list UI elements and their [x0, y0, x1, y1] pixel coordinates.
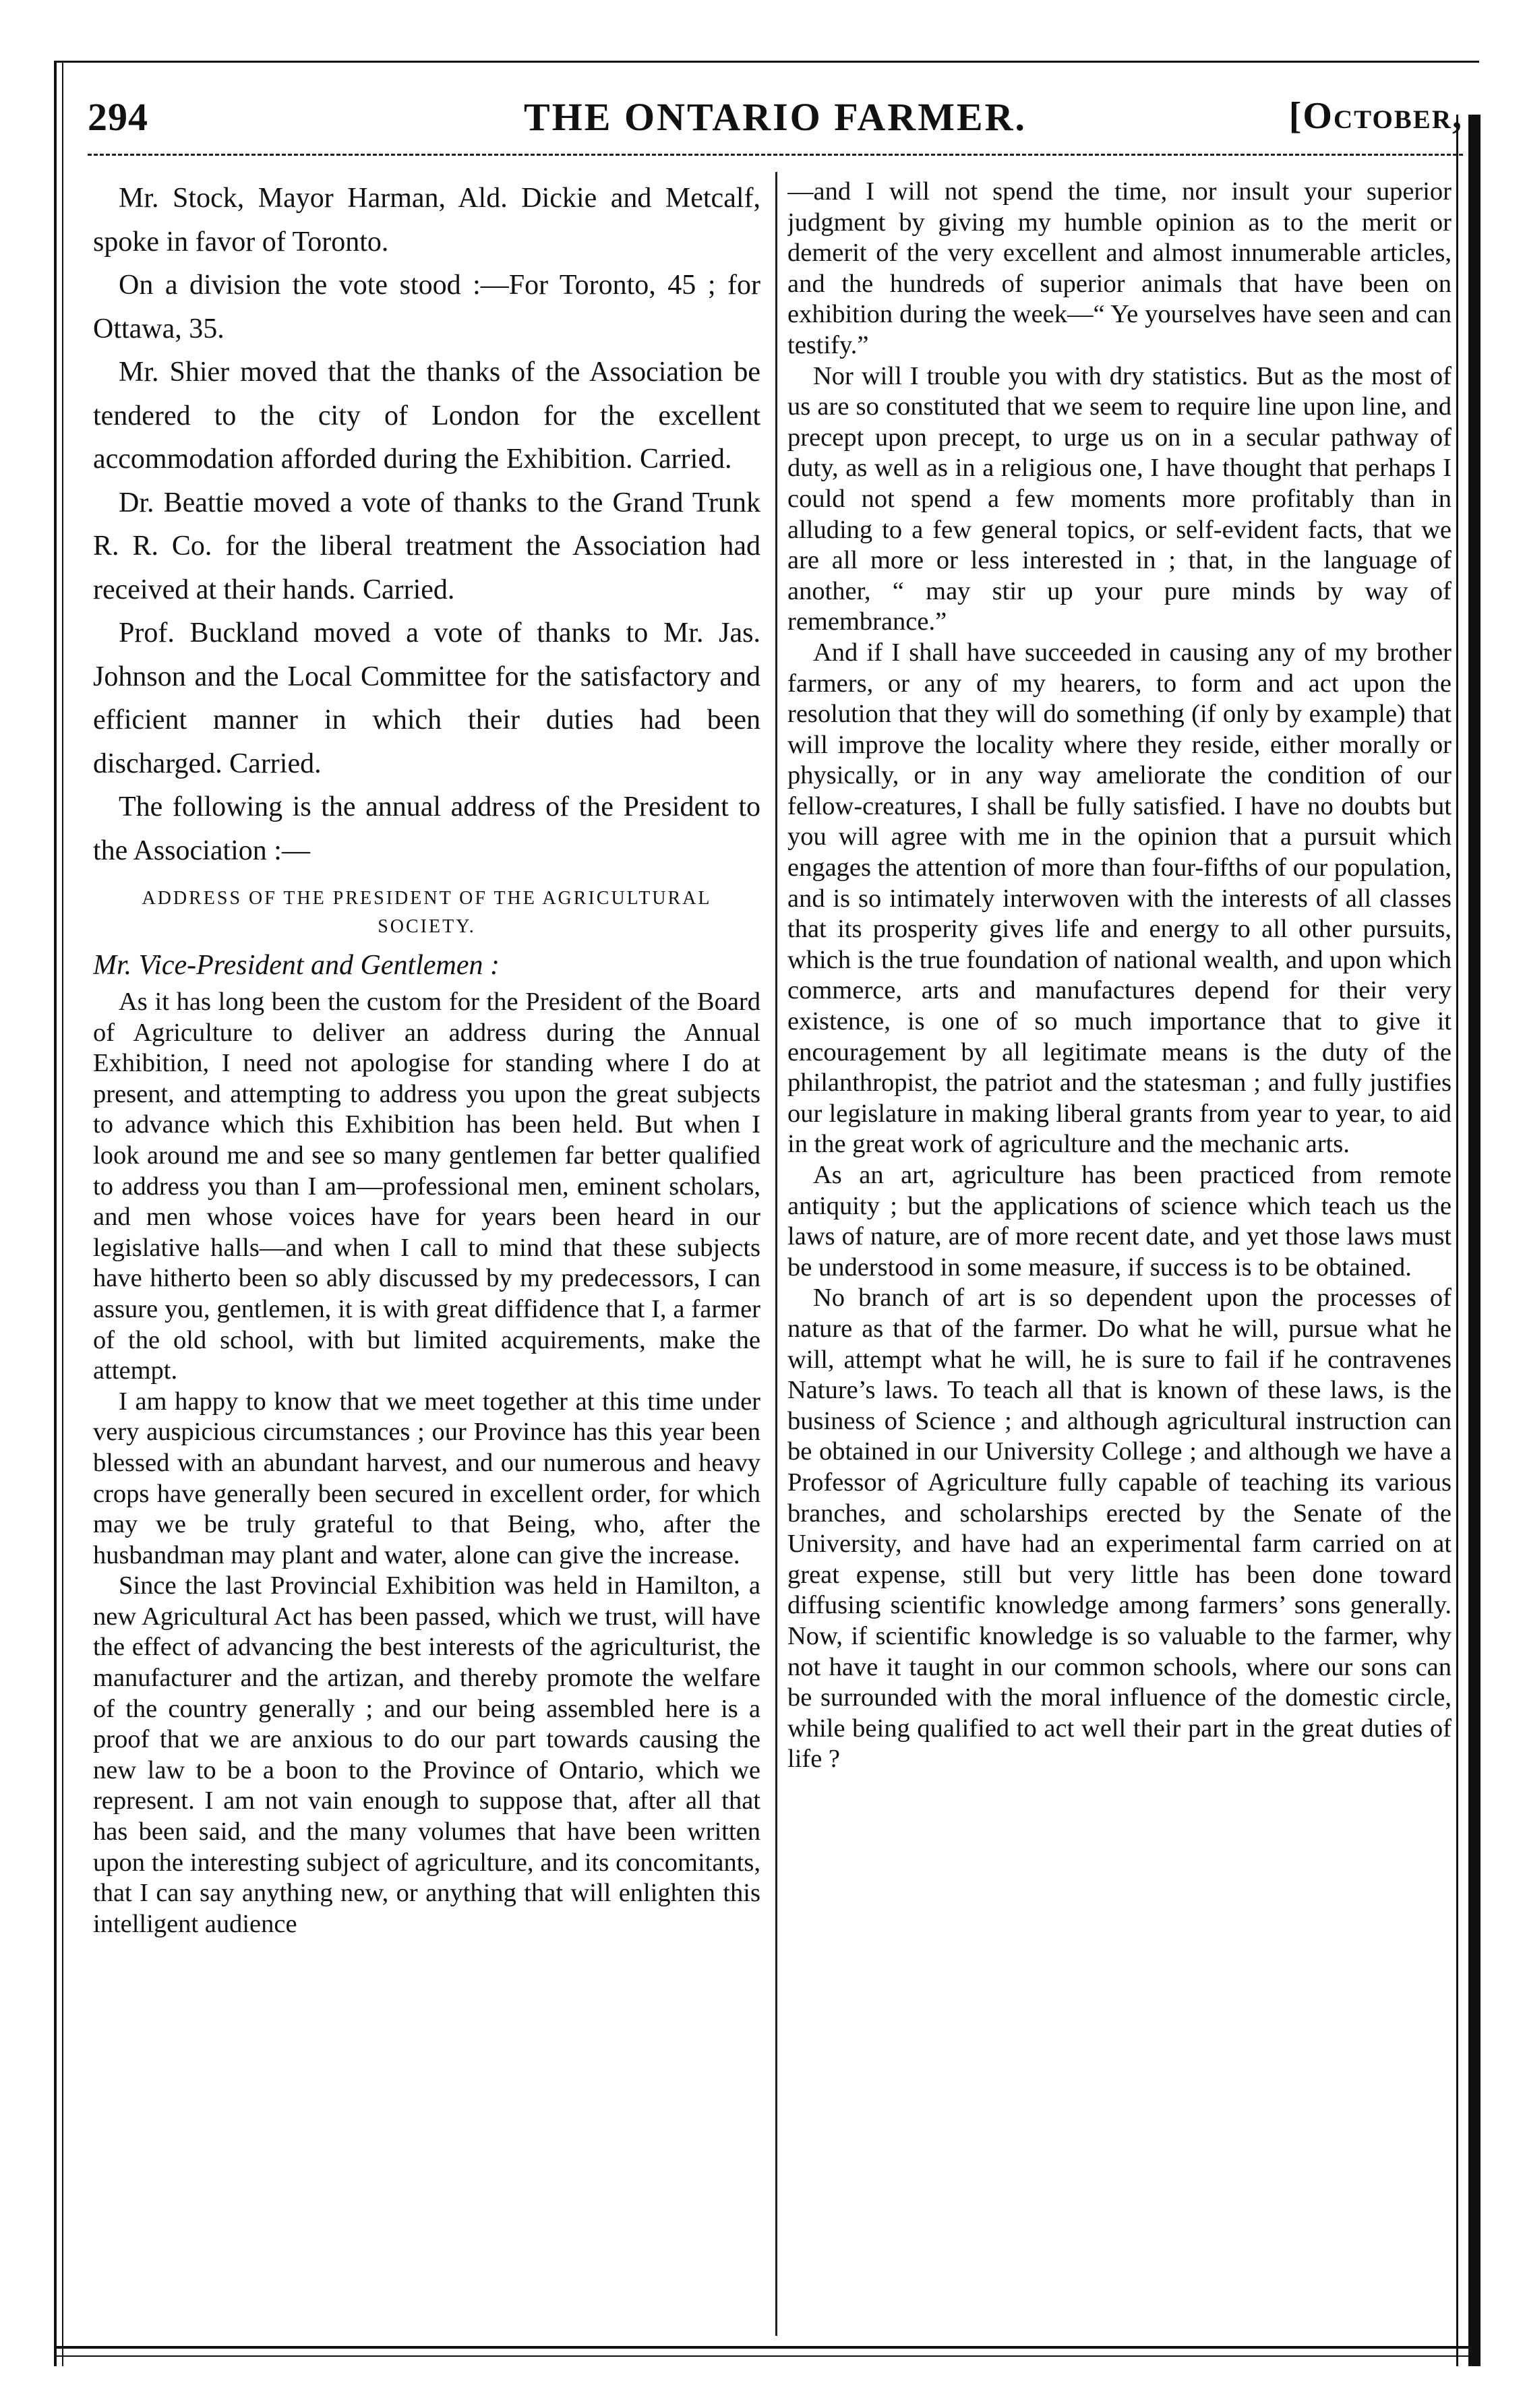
- paragraph: I am happy to know that we meet together at this time under very auspicious circumstances ; our Province has this year been blessed with an abundant harvest, and our numerous and heavy crops have generally been secured in excellent order, for which may we be truly grateful to that Being, who, after the husbandman may plant and water, alone can give the increase.: [93, 1387, 760, 1569]
- paragraph: —and I will not spend the time, nor insult your superior judgment by giving my humble opinion as to the merit or demerit of the very excellent and almost innumerable articles, and the hundreds of superior animals that have been on exhibition during the week—“ Ye yourselves have seen and can testify.”: [787, 177, 1452, 359]
- left-column: [93, 177, 760, 2334]
- right-border: [1468, 115, 1481, 2366]
- paragraph: Nor will I trouble you with dry statistics. But as the most of us are so constituted that we seem to require line upon line, and precept upon precept, to urge us on in a secular pathway of duty, as well as in a religious one, I have thought that perhaps I could not spend a few moments more profitably than in alluding to a few general topics, or self-evident facts, that we are all more or less interested in ; that, in the language of another, “ may stir up your pure minds by way of remembrance.”: [787, 361, 1452, 636]
- page-title: THE ONTARIO FARMER.: [523, 95, 1027, 139]
- paragraph: As an art, agriculture has been practiced from remote antiquity ; but the applications of science which teach us the laws of nature, are of more recent date, and yet those laws must be understood in some measure, if success is to be obtained.: [787, 1161, 1452, 1282]
- left-border: [54, 61, 57, 2366]
- issue-month: [October,: [1288, 95, 1463, 137]
- bottom-border: [57, 2346, 1479, 2349]
- proceedings-text: [93, 177, 760, 872]
- page-header: [88, 94, 1463, 148]
- paragraph: And if I shall have succeeded in causing any of my brother farmers, or any of my hearers, to form and act upon the resolution that they will do something (if only by example) that will improve the locality where they reside, either morally or physically, or in any way ameliorate the condition of our fellow-creatures, I shall be fully satisfied. I have no doubts but you will agree with me in the opinion that a pursuit which engages the attention of more than four-fifths of our population, and is so intimately interwoven with the interests of all classes that its prosperity gives life and energy to all other pursuits, which is the true foundation of national wealth, and upon which commerce, arts and manufactures depend for their very existence, is one of so much importance that to give it encouragement by all legitimate means is the duty of the philanthropist, the patriot and the statesman ; and fully justifies our legislature in making liberal grants from year to year, to aid in the great work of agriculture and the mechanic arts.: [787, 638, 1452, 1159]
- salutation: Mr. Vice-President and Gentlemen :: [93, 950, 500, 981]
- address-text: [93, 987, 760, 1939]
- right-border-inner: [1456, 115, 1458, 2366]
- bottom-border-inner: [57, 2355, 1479, 2357]
- paragraph: Prof. Buckland moved a vote of thanks to Mr. Jas. Johnson and the Local Committee for the satisfactory and efficient manner in which their duties had been discharged. Carried.: [93, 618, 760, 779]
- paragraph: As it has long been the custom for the President of the Board of Agriculture to deliver an address during the Annual Exhibition, I need not apologise for standing where I do at present, and attempting to address you upon the great subjects to advance which this Exhibition has been held. But when I look around me and see so many gentlemen far better qualified to address you than I am—professional men, eminent scholars, and men whose voices have for years been heard in our legislative halls—and when I call to mind that these subjects have hitherto been so ably discussed by my predecessors, I can assure you, gentlemen, it is with great diffidence that I, a farmer of the old school, with but limited acquirements, make the attempt.: [93, 988, 760, 1385]
- paragraph: Dr. Beattie moved a vote of thanks to the Grand Trunk R. R. Co. for the liberal treatment the Association had received at their hands. Carried.: [93, 487, 760, 605]
- section-heading: ADDRESS OF THE PRESIDENT OF THE AGRICULTURAL SOCIETY.: [142, 888, 712, 937]
- paragraph: Since the last Provincial Exhibition was held in Hamilton, a new Agricultural Act has been passed, which we trust, will have the effect of advancing the best interests of the agriculturist, the manufacturer and the artizan, and thereby promote the welfare of the country generally ; and our being assembled here is a proof that we are anxious to do our part towards causing the new law to be a boon to the Province of Ontario, which we represent. I am not vain enough to suppose that, after all that has been said, and the many volumes that have been written upon the interesting subject of agriculture, and its concomitants, that I can say anything new, or anything that will enlighten this intelligent audience: [93, 1571, 760, 1938]
- top-border: [57, 61, 1479, 63]
- paragraph: No branch of art is so dependent upon the processes of nature as that of the farmer. Do what he will, pursue what he will, attempt what he will, he is sure to fail if he contravenes Nature’s laws. To teach all that is known of these laws, is the business of Science ; and although agricultural instruction can be obtained in our University College ; and although we have a Professor of Agriculture fully capable of teaching its various branches, and scholarships erected by the Senate of the University, and have had an experimental farm carried on at great expense, still but very little has been done toward diffusing scientific knowledge among farmers’ sons generally. Now, if scientific knowledge is so valuable to the farmer, why not have it taught in our common schools, where our sons can be surrounded with the moral influence of the domestic circle, while being qualified to act well their part in the great duties of life ?: [787, 1284, 1452, 1774]
- paragraph: Mr. Shier moved that the thanks of the Association be tendered to the city of London for the excellent accommodation afforded during the Exhibition. Carried.: [93, 357, 760, 475]
- paragraph: Mr. Stock, Mayor Harman, Ald. Dickie and Metcalf, spoke in favor of Toronto.: [93, 183, 760, 258]
- paragraph: The following is the annual address of the President to the Association :—: [93, 791, 760, 866]
- paragraph: On a division the vote stood :—For Toronto, 45 ; for Ottawa, 35.: [93, 270, 760, 344]
- column-divider: [775, 172, 777, 2336]
- right-column: [787, 177, 1452, 2334]
- page-number: 294: [88, 95, 148, 139]
- left-border-inner: [62, 61, 63, 2366]
- header-rule: [88, 154, 1463, 158]
